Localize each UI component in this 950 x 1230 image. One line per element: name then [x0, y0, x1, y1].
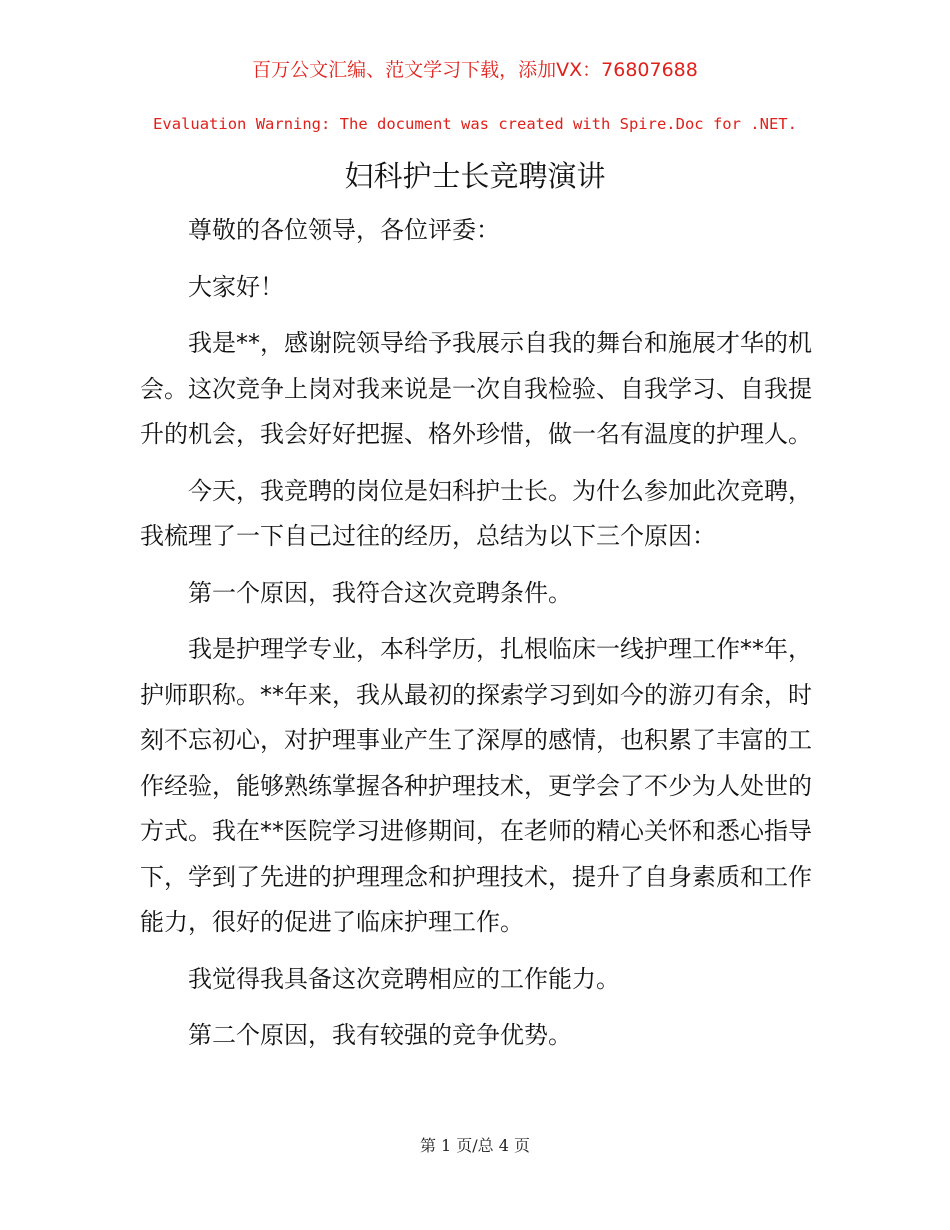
paragraph-salutation: 尊敬的各位领导，各位评委： [188, 216, 500, 244]
paragraph-introduction: 我是**，感谢院领导给予我展示自我的舞台和施展才华的机会。这次竞争上岗对我来说是一次自我检验、自我学习、自我提升的机会，我会好好把握、格外珍惜，做一名有温度的护理人。 [140, 329, 812, 448]
paragraph-reason-two: 第二个原因，我有较强的竞争优势。 [188, 1021, 572, 1049]
paragraph-qualifications: 我是护理学专业，本科学历，扎根临床一线护理工作**年，护师职称。**年来，我从最初的探索学习到如今的游刃有余，时刻不忘初心，对护理事业产生了深厚的感情，也积累了丰富的工作经验，能够熟练掌握各种护理技术，更学会了不少为人处世的方式。我在**医院学习进修期间，在老师的精心关怀和悉心指导下，学到了先进的护理理念和护理技术，提升了自身素质和工作能力，很好的促进了临床护理工作。 [140, 635, 812, 936]
paragraph-position: 今天，我竞聘的岗位是妇科护士长。为什么参加此次竞聘，我梳理了一下自己过往的经历，总结为以下三个原因： [140, 476, 812, 550]
paragraph-greeting: 大家好！ [188, 272, 284, 301]
header-banner: 百万公文汇编、范文学习下载，添加VX：76807688 [252, 59, 698, 81]
evaluation-warning: Evaluation Warning: The document was created with Spire.Doc for .NET. [153, 115, 797, 133]
document-body [140, 208, 812, 1070]
page-number-footer: 第 1 页/总 4 页 [419, 1136, 531, 1155]
paragraph-reason-one: 第一个原因，我符合这次竞聘条件。 [188, 578, 572, 607]
paragraph-ability: 我觉得我具备这次竞聘相应的工作能力。 [188, 964, 620, 993]
document-title: 妇科护士长竞聘演讲 [344, 159, 606, 193]
